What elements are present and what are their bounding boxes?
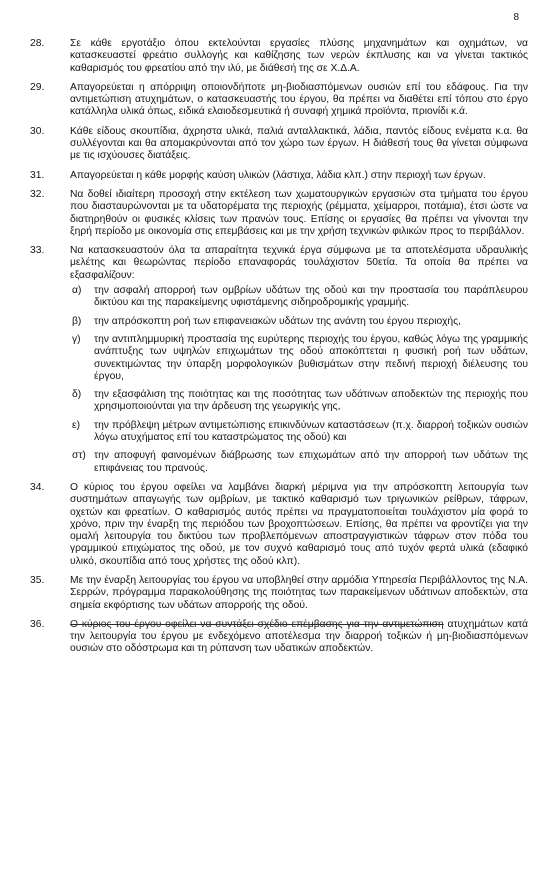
sub-item-letter: ε) [72,419,81,431]
list-item [30,619,528,656]
item-text: Με την έναρξη λειτουργίας του έργου να υποβληθεί στην αρμόδια Υπηρεσία Περιβάλλοντος της Ν.Α. Σερρών, πρόγραμμα παρακολούθησης της ποιότητας των παρακείμενων υδάτινων αποδεκτών, στα σημεία εκφόρτισης των υδάτων απορροής της οδού. [70,574,528,611]
item-text: ατυχημάτων κατά την λειτουργία του έργου με ενδεχόμενο αποτέλεσμα την διαρροή τοξικών ή μη-βιοδιασπόμενων ουσιών στο οδόστρωμα και τη ρύπανση των υδατικών αποδεκτών. [70,618,528,655]
item-text: Σε κάθε εργοτάξιο όπου εκτελούνται εργασίες πλύσης μηχανημάτων και οχημάτων, να κατασκευαστεί φρεάτιο συλλογής και καθίζησης των νερών έκπλυσης και να γίνεται τακτικός καθαρισμός του φρεατίου από την ιλύ, με διάθεσή της σε Χ.Δ.Α. [70,38,528,74]
list-item [30,245,528,475]
list-item [30,189,528,238]
item-number: 34. [30,481,45,493]
sub-item-letter: δ) [72,389,82,401]
item-number: 29. [30,81,45,93]
sub-item [70,316,528,328]
sub-item-letter: α) [72,285,82,297]
item-number: 35. [30,574,45,586]
sub-item-letter: γ) [72,333,81,345]
item-number: 30. [30,125,45,137]
sub-item-text: την απρόσκοπτη ροή των επιφανειακών υδάτων της ανάντη του έργου περιοχής, [94,315,461,327]
sub-item-text: την ασφαλή απορροή των ομβρίων υδάτων της οδού και την προστασία του παράπλευρου δικτύου και της παρακείμενης υφιστάμενης σιδηροδρομικής γραμμής. [94,285,528,309]
sub-item [70,420,528,445]
list-item [30,575,528,612]
list-item [30,126,528,163]
sub-item-text: την εξασφάλιση της ποιότητας και της ποσότητας των υδάτινων αποδεκτών της περιοχής που χρησιμοποιούνται για την άρδευση της γεωργικής γης, [94,389,528,413]
sub-item-text: την αντιπλημμυρική προστασία της ευρύτερης περιοχής του έργου, καθώς λόγω της γραμμικής ανάπτυξης των υψηλών επιχωμάτων της οδού αποκόπτεται η φυσική ροή των υδάτων, συνεκτιμώντας την ύπαρξη μορφολογικών βυθισμάτων στην πεδινή περιοχή διέλευσης του έργου, [94,333,528,382]
item-text: Απαγορεύεται η απόρριψη οποιονδήποτε μη-βιοδιασπόμενων ουσιών επί του εδάφους. Για την αντιμετώπιση ατυχημάτων, ο κατασκευαστής του έργου, θα πρέπει να διαθέτει επί τόπου στο έργο κατάλληλα υλικά όπως, ειδικά ελαιοδεσμευτικά ή συναφή χημικά προϊόντα, πριονίδι κ.ά. [70,81,528,118]
item-text: Να κατασκευαστούν όλα τα απαραίτητα τεχνικά έργα σύμφωνα με τα αποτελέσματα υδραυλικής μελέτης και θεωρώντας περίοδο επαναφοράς τουλάχιστον 50ετία. Τα οποία θα πρέπει να εξασφαλίζουν: [70,245,528,281]
sub-item-text: την πρόβλεψη μέτρων αντιμετώπισης επικινδύνων καταστάσεων (π.χ. διαρροή τοξικών ουσιών λόγω ατυχήματος επί του καταστρώματος της οδού) και [94,419,528,444]
sub-item-letter: β) [72,315,82,327]
list-item [30,38,528,75]
sub-item [70,334,528,383]
terms-list [30,38,528,663]
struck-text: Ο κύριος του έργου οφείλει να συντάξει σχέδιο επέμβασης για την αντιμετώπιση [70,618,444,630]
sub-item [70,389,528,414]
page-number: 8 [513,12,519,23]
item-number: 33. [30,245,45,257]
list-item [30,482,528,568]
list-item [30,82,528,119]
item-number: 36. [30,618,45,630]
sub-item-letter: στ) [72,450,86,462]
item-text: Κάθε είδους σκουπίδια, άχρηστα υλικά, παλιά ανταλλακτικά, λάδια, παντός είδους ενέματα κ.α. θα συλλέγονται και θα απομακρύνονται από τον χώρο των έργων. Η διάθεσή τους θα γίνεται σύμφωνα με τις ισχύουσες διατάξεις. [70,125,528,162]
sub-list [70,285,528,475]
item-text: Να δοθεί ιδιαίτερη προσοχή στην εκτέλεση των χωματουργικών εργασιών στα τμήματα του έργου που διασταυρώνονται με τα υδατορέματα της περιοχής (ρέμματα, χείμαρροι, ποτάμια), έτσι ώστε να διατηρηθούν οι φυσικές κλίσεις των πρανών τους. Επίσης οι εργασίες θα πρέπει να γίνονται την ξηρή περίοδο με οικονομία στις επεμβάσεις και με την χρήση τεχνικών φιλικών προς το περιβάλλον. [70,188,528,237]
sub-item-text: την αποφυγή φαινομένων διάβρωσης των επιχωμάτων από την απορροή των υδάτων της επιφάνειας του πρανούς. [94,450,528,474]
list-item [30,170,528,182]
sub-item [70,450,528,475]
item-text: Ο κύριος του έργου οφείλει να λαμβάνει διαρκή μέριμνα για την απρόσκοπτη λειτουργία των συστημάτων απαγωγής των ομβρίων, με τακτικό καθαρισμό των τριγωνικών ρείθρων, τάφρων, οχετών και φρεατίων. Ο καθαρισμός αυτός πρέπει να πραγματοποιείται τουλάχιστον μία φορά το χρόνο, πριν την έναρξη της περιόδου των βροχοπτώσεων. Επίσης, θα πρέπει να φροντίζει για την ομαλή λειτουργία του δικτύου των προβλεπόμενων αποστραγγιστικών τάφρων στον πόδα του γραμμικού επιχώματος της οδού, με τον συχνό καθαρισμό τους από τυχόν φερτά υλικά (εδαφικό υλικό, σκουπίδια από τους χρήστες της οδού κλπ). [70,481,528,567]
item-number: 28. [30,38,45,49]
item-number: 32. [30,188,45,200]
item-text: Απαγορεύεται η κάθε μορφής καύση υλικών (λάστιχα, λάδια κλπ.) στην περιοχή των έργων. [70,169,486,181]
sub-item [70,285,528,310]
item-number: 31. [30,169,45,181]
